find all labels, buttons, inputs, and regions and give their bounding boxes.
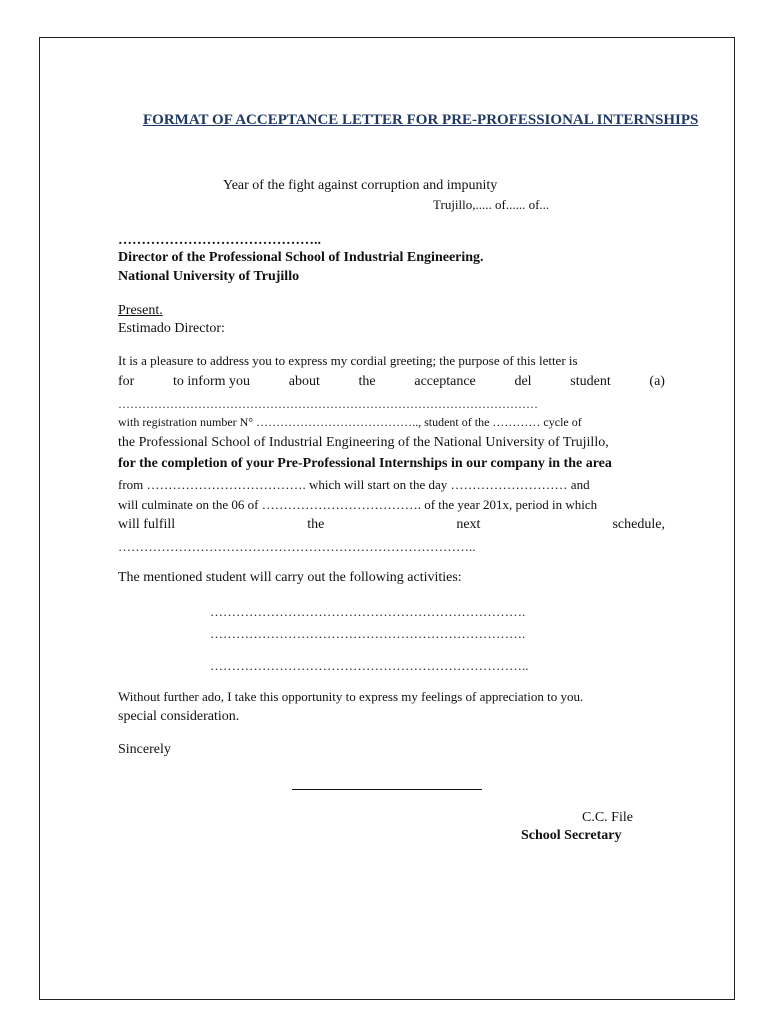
word: for	[118, 374, 135, 389]
word: acceptance	[414, 374, 476, 389]
addressee-line1: Director of the Professional School of Industrial Engineering.	[118, 250, 484, 265]
body-line-2	[118, 374, 665, 390]
word: schedule,	[612, 517, 665, 532]
activities-intro: The mentioned student will carry out the following activities:	[118, 570, 462, 585]
signer-title: School Secretary	[521, 828, 622, 843]
present-label: Present.	[118, 303, 163, 318]
body-line-4: with registration number N° ………………………………….., student of the ………… cycle of	[118, 415, 582, 429]
activity-line-3: ………………………………………………………………..	[210, 658, 529, 673]
word: (a)	[649, 374, 665, 389]
place-date: Trujillo,..... of...... of...	[433, 197, 550, 212]
body-line-6: for the completion of your Pre-Professional Internships in our company in the area	[118, 456, 612, 471]
cc-file: C.C. File	[582, 810, 633, 825]
word: the	[358, 374, 376, 389]
closing-line-1: Without further ado, I take this opportunity to express my feelings of appreciation to you.	[118, 689, 584, 704]
document-title: FORMAT OF ACCEPTANCE LETTER FOR PRE-PROFESSIONAL INTERNSHIPS	[143, 112, 699, 128]
addressee-dots: ……………………………………..	[118, 233, 321, 248]
body-line-8: will culminate on the 06 of ………………………………. of the year 201x, period in which	[118, 497, 598, 512]
body-line-3-dots: ……………………………………………………………………………………………	[118, 397, 538, 411]
addressee-line2: National University of Trujillo	[118, 269, 300, 284]
year-motto: Year of the fight against corruption and impunity	[223, 178, 498, 193]
sincerely: Sincerely	[118, 742, 171, 757]
body-line-1: It is a pleasure to address you to express my cordial greeting; the purpose of this letter is	[118, 353, 578, 368]
word: next	[456, 517, 481, 532]
word: will fulfill	[118, 517, 176, 532]
body-line-5: the Professional School of Industrial Engineering of the National University of Trujillo,	[118, 435, 609, 450]
word: to inform you	[173, 374, 251, 389]
word: student	[570, 374, 611, 389]
activity-line-1: ……………………………………………………………….	[210, 604, 526, 619]
closing-line-2: special consideration.	[118, 709, 240, 724]
word: the	[307, 517, 325, 532]
body-line-9	[118, 517, 665, 533]
signature-line	[292, 789, 482, 790]
greeting: Estimado Director:	[118, 321, 225, 336]
body-line-10-dots: ………………………………………………………………………..	[118, 539, 476, 554]
activity-line-2: ……………………………………………………………….	[210, 626, 526, 641]
word: del	[514, 374, 532, 389]
body-line-7: from ………………………………. which will start on the day ……………………… and	[118, 477, 590, 492]
word: about	[288, 374, 320, 389]
